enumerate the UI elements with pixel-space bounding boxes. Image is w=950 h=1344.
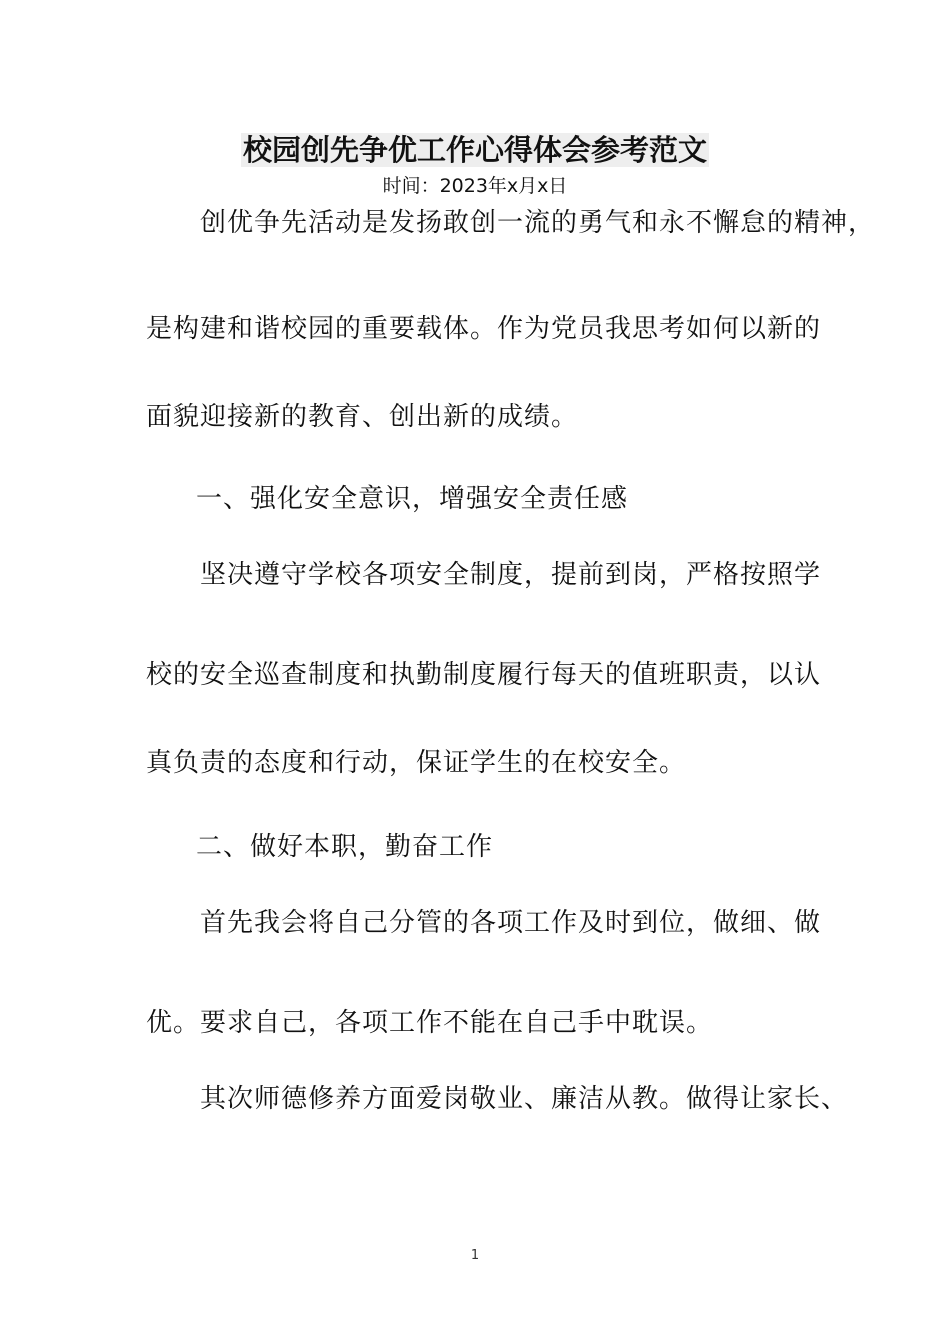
page-number: 1	[470, 1248, 480, 1263]
paragraph-line: 校的安全巡查制度和执勤制度履行每天的值班职责，以认	[146, 660, 822, 690]
paragraph-line: 首先我会将自己分管的各项工作及时到位，做细、做	[200, 908, 822, 938]
section-heading: 一、强化安全意识，增强安全责任感	[196, 484, 629, 514]
paragraph-line: 是构建和谐校园的重要载体。作为党员我思考如何以新的	[146, 314, 822, 344]
paragraph-line: 面貌迎接新的教育、创出新的成绩。	[146, 402, 579, 432]
document-title	[0, 132, 950, 168]
section-heading: 二、做好本职，勤奋工作	[196, 832, 494, 862]
paragraph-line: 创优争先活动是发扬敢创一流的勇气和永不懈怠的精神，	[200, 208, 876, 238]
paragraph-line: 其次师德修养方面爱岗敬业、廉洁从教。做得让家长、	[200, 1084, 849, 1114]
paragraph-line: 坚决遵守学校各项安全制度，提前到岗，严格按照学	[200, 560, 822, 590]
document-date: 时间：2023年x月x日	[382, 175, 568, 197]
paragraph-line: 真负责的态度和行动，保证学生的在校安全。	[146, 748, 687, 778]
paragraph-line: 优。要求自己，各项工作不能在自己手中耽误。	[146, 1008, 714, 1038]
document-title-text: 校园创先争优工作心得体会参考范文	[242, 133, 707, 167]
